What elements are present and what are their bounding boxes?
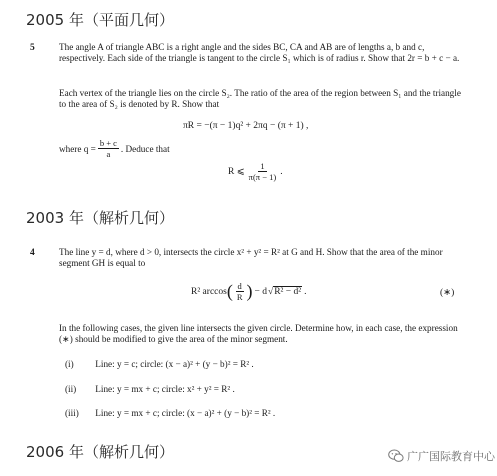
q4-eq-sqrt-sign: √ <box>267 286 274 297</box>
q5-eq2-numerator: 1 <box>260 161 265 171</box>
q4-paragraph-1: The line y = d, where d > 0, intersects the circle x² + y² = R² at G and H. Show that the area of the minor segment GH is equal to <box>59 247 443 268</box>
q5-equation-2 <box>228 161 283 182</box>
section-heading-2006: 2006 年（解析几何） <box>26 443 174 461</box>
watermark-text: 广广国际教育中心 <box>407 450 495 463</box>
section-heading-2005: 2005 年（平面几何） <box>26 11 174 29</box>
q5-where-line <box>59 138 170 159</box>
q4-eq-prefix: R² arccos <box>191 286 227 297</box>
q4-eq-right-paren: ) <box>246 281 253 301</box>
q5-eq2-denominator: π(π − 1) <box>248 172 277 182</box>
q4-part-i-text: Line: y = c; circle: (x − a)² + (y − b)² = R² . <box>95 359 254 369</box>
q4-eq-middle: − d <box>254 286 267 297</box>
q4-eq-denominator: R <box>236 292 243 302</box>
q5-paragraph-1: The angle A of triangle ABC is a right angle and the sides BC, CA and AB are of lengths a, b and c, respectively. Each side of the triangle is tangent to the circle S₁ which is of radius r. Show that 2r = b + c − a. <box>59 42 460 63</box>
q4-part-iii-text: Line: y = mx + c; circle: (x − a)² + (y − b)² = R² . <box>95 408 276 418</box>
q4-eq-numerator: d <box>237 281 242 291</box>
wechat-icon <box>388 449 404 463</box>
q5-where-denominator: a <box>106 149 111 159</box>
watermark <box>388 448 495 464</box>
q4-eq-sqrt-content: R² − d² <box>274 287 302 297</box>
q5-where-numerator: b + c <box>99 138 117 148</box>
q4-eq-left-paren: ( <box>226 281 233 301</box>
q4-eq-suffix: . <box>304 286 307 297</box>
q5-paragraph-2: Each vertex of the triangle lies on the circle S₂. The ratio of the area of the region between S₁ and the triangle to the area of S₂ is denoted by R. Show that <box>59 88 461 109</box>
q4-part-i-label: (i) <box>65 359 74 369</box>
q4-part-ii-label: (ii) <box>65 384 77 394</box>
q4-eq-fraction <box>235 281 245 302</box>
q4-equation-tag: (∗) <box>440 288 455 298</box>
q5-eq2-prefix: R ⩽ <box>228 167 245 177</box>
q4-part-iii-label: (iii) <box>65 408 79 418</box>
q5-eq2-fraction <box>247 161 279 182</box>
q5-where-suffix: . Deduce that <box>120 143 170 154</box>
q4-equation <box>191 281 306 302</box>
q4-part-ii <box>65 384 235 394</box>
question-number-4: 4 <box>30 248 35 258</box>
q4-part-i <box>65 359 254 369</box>
q5-where-fraction <box>98 138 119 159</box>
q5-equation-1: πR = −(π − 1)q² + 2πq − (π + 1) , <box>183 121 309 131</box>
q4-part-iii <box>65 408 275 418</box>
q4-part-ii-text: Line: y = mx + c; circle: x² + y² = R² . <box>95 384 235 394</box>
section-heading-2003: 2003 年（解析几何） <box>26 209 174 227</box>
q4-paragraph-2: In the following cases, the given line intersects the given circle. Determine how, in each case, the expression (∗) should be modified to give the area of the minor segment. <box>59 323 458 344</box>
q5-where-prefix: where q = <box>59 143 96 154</box>
q5-eq2-suffix: . <box>280 166 283 177</box>
question-number-5: 5 <box>30 43 35 53</box>
